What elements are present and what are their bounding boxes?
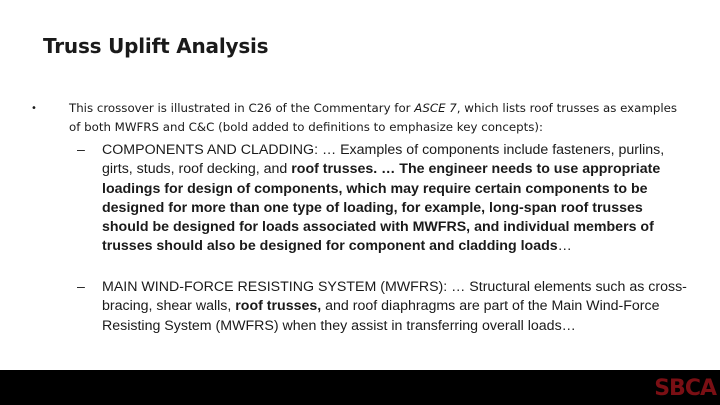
sub-bullet-text: MAIN WIND-FORCE RESISTING SYSTEM (MWFRS): … Structural elements such as cross-bracing, shear walls, roof trusses, and roof diaphragms are part of the Main Wind-Force Resisting System (MWFRS) when they assist in transferring overall loads… [102,279,687,334]
main-bullet-text: This crossover is illustrated in C26 of the Commentary for ASCE 7, which lists roof trusses as examples of both MWFRS and C&C (bold added to definitions to emphasize key concepts): [69,101,678,134]
bullet-marker: • [31,103,37,114]
footer-bar [0,370,720,405]
sub-bullet-marker: – [77,279,85,295]
sbca-logo: SBCA [654,376,716,401]
sub-bullet-text: COMPONENTS AND CLADDING: … Examples of components include fasteners, purlins, girts, studs, roof decking, and roof trusses. … The engineer needs to use appropriate loadings for design of components, which may require certain components to be designed for more than one type of loading, for example, long-span roof trusses should be designed for loads associated with MWFRS, and individual members of trusses should also be designed for component and cladding loads… [102,142,665,255]
sub-bullet-marker: – [77,142,85,158]
slide-title: Truss Uplift Analysis [43,34,269,58]
